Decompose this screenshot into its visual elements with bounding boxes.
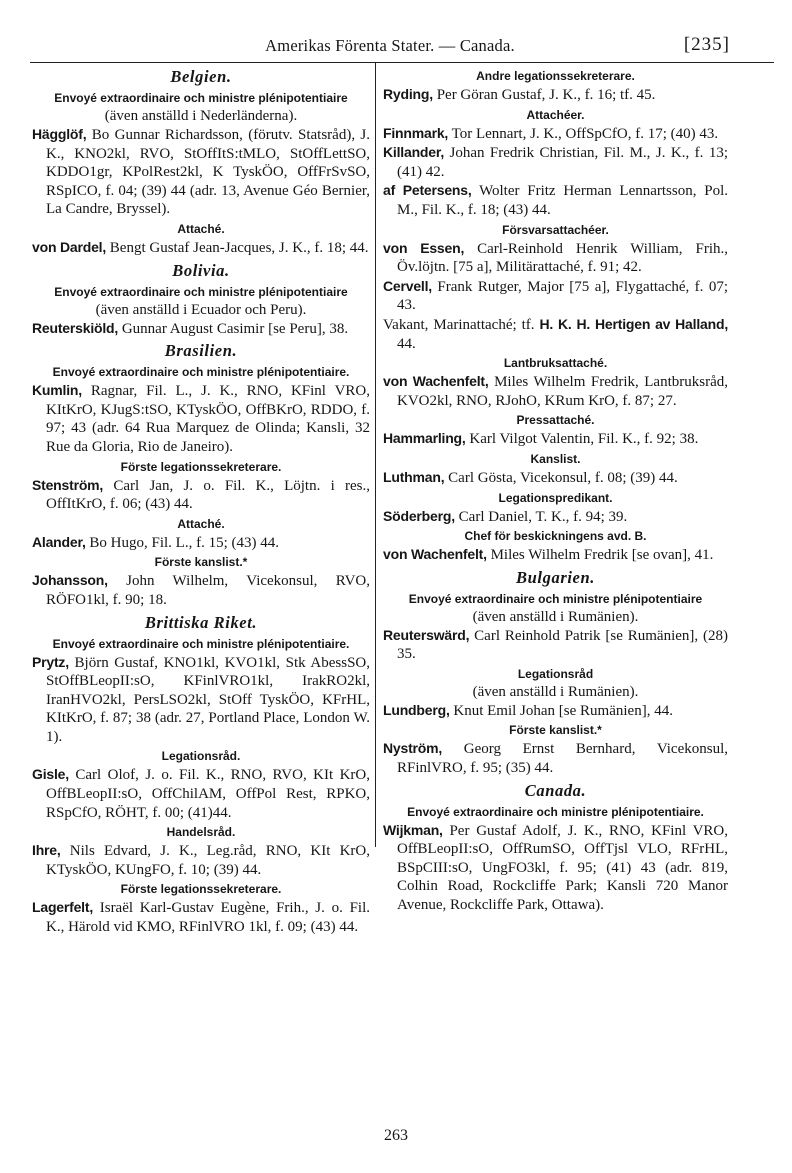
entry-killander (383, 143, 728, 181)
page-number: [235] (683, 34, 730, 55)
entry-text: Tor Lennart, J. K., OffSpCfO, f. 17; (40) 43. (451, 125, 719, 142)
rank-heading: Envoyé extraordinaire och ministre plénipotentiaire (54, 91, 348, 105)
entry-stenstrom (32, 476, 370, 514)
rank-heading: Legationspredikant. (498, 490, 613, 505)
entry-lagerfelt (32, 898, 370, 936)
entry-text: Wolter Fritz Herman Lennartsson, Pol. M., Fil. K., f. 18; (43) 44. (397, 183, 728, 218)
entry-cervell (383, 277, 728, 315)
entry-text: Miles Wilhelm Fredrik, Lantbruksråd, KVO2kl, RNO, RJohO, KRum KrO, f. 87; 27. (397, 374, 728, 409)
entry-reuterskiold (32, 319, 370, 339)
country-heading-belgien: Belgien. (170, 67, 232, 86)
entry-name: Lundberg, (383, 701, 450, 718)
entry-text: Miles Wilhelm Fredrik [se ovan], 41. (490, 547, 714, 564)
rank-heading: Förste kanslist.* (509, 723, 602, 738)
right-column (383, 66, 728, 915)
rank-heading: Förste legationssekreterare. (120, 459, 282, 474)
entry-name: Stenström, (32, 476, 104, 493)
running-head: Amerikas Förenta Stater. — Canada. (265, 36, 515, 55)
entry-text: Carl Gösta, Vicekonsul, f. 08; (39) 44. (448, 469, 678, 486)
entry-name: Reuterswärd, (383, 626, 470, 643)
entry-wachenfelt (383, 372, 728, 410)
note: (även anställd i Nederländerna). (104, 108, 298, 124)
entry-name: Cervell, (383, 277, 432, 294)
entry-luthman (383, 468, 728, 488)
country-heading-bulgarien: Bulgarien. (516, 567, 595, 587)
entry-petersens (383, 181, 728, 219)
rank-heading: Chef för beskickningens avd. B. (464, 529, 647, 544)
entry-ryding (383, 85, 728, 105)
entry-text: Carl Reinhold Patrik [se Rumänien], (28) 35. (397, 627, 728, 663)
entry-name: von Essen, (383, 239, 465, 256)
entry-alander (32, 533, 370, 553)
entry-name: Wijkman, (383, 821, 443, 838)
entry-name: Reuterskiöld, (32, 319, 119, 336)
entry-name: Gisle, (32, 766, 69, 783)
entry-name: Finnmark, (383, 124, 449, 141)
rank-heading: Lantbruksattaché. (503, 356, 608, 371)
rank-heading: Försvarsattachéer. (502, 222, 609, 237)
entry-text: Björn Gustaf, KNO1kl, KVO1kl, Stk AbessSO, StOffBLeopII:sO, KFinlVRO1kl, IrakRO2kl, IranHVO2kl, PersLSO2kl, StOff TyskÖO, KFrHL, KItKrO, f. 87; 38 (adr. 27, Portland Place, London W. 1). (46, 654, 370, 745)
entry-text: Per Gustaf Adolf, J. K., RNO, KFinl VRO, OffBLeopII:sO, OffRumSO, OffTjsl VLO, RFrHL, BSpCIII:sO, UngFO3kl, f. 95; (41) 43 (adr. 819, Colhin Road, Rockcliffe Park; Kansli 720 Manor Avenue, Rockcliffe Park, Ottawa). (397, 822, 728, 914)
folio: 263 (384, 1127, 408, 1144)
note: (även anställd i Rumänien). (472, 608, 639, 625)
entry-text: Ragnar, Fil. L., J. K., RNO, KFinl VRO, KItKrO, KJugS:tSO, KTyskÖO, OffBKrO, RDDO, f. 97; 43 (adr. 64 Rua Marquez de Olinda; Kansli, 32 Rue da Gloria, Rio de Janeiro). (46, 383, 370, 455)
entry-name: Söderberg, (383, 507, 455, 524)
entry-kumlin (32, 381, 370, 456)
entry-name: Ihre, (32, 842, 61, 859)
rank-heading: Attaché. (177, 516, 225, 531)
entry-text: Gunnar August Casimir [se Peru], 38. (121, 320, 349, 337)
country-heading-bolivia: Bolivia. (172, 260, 230, 280)
entry-text: John Wilhelm, Vicekonsul, RVO, RÖFO1kl, f. 90; 18. (46, 573, 370, 608)
entry-text: Carl Jan, J. o. Fil. K., Löjtn. i res., OffItKrO, f. 06; (43) 44. (46, 477, 371, 513)
entry-lundberg (383, 701, 728, 721)
rank-heading: Andre legationssekreterare. (476, 69, 635, 83)
entry-name: Hammarling, (383, 430, 466, 447)
entry-text: Per Göran Gustaf, J. K., f. 16; tf. 45. (436, 87, 656, 103)
entry-text: Bo Gunnar Richardsson, (förutv. Statsråd), J. K., KNO2kl, RVO, StOffItS:tMLO, StOffLettSO, KDDO1gr, KPolRest2kl, K TyskÖO, OffFrSvSO, RSpICO, f. 04; (39) 44 (adr. 13, Avenue Géo Bernier, La Candre, Bryssel). (46, 127, 371, 218)
entry-hammarling (383, 429, 728, 449)
country-heading-canada: Canada. (524, 780, 587, 800)
entry-name: Hägglöf, (32, 126, 87, 142)
entry-essen (383, 239, 728, 277)
rank-heading: Legationsråd (517, 666, 594, 681)
entry-name: Nyström, (383, 740, 443, 757)
entry-wijkman (383, 821, 728, 915)
entry-text: Johan Fredrik Christian, Fil. M., J. K., f. 13; (41) 42. (397, 145, 729, 180)
rank-heading: Handelsråd. (166, 825, 236, 840)
entry-dardel (32, 238, 370, 258)
entry-text: Karl Vilgot Valentin, Fil. K., f. 92; 38. (469, 431, 699, 448)
entry-name: Kumlin, (32, 382, 82, 399)
country-heading-brasilien: Brasilien. (164, 341, 238, 361)
entry-text: Bo Hugo, Fil. L., f. 15; (43) 44. (89, 534, 279, 551)
entry-text: Bengt Gustaf Jean-Jacques, J. K., f. 18; 44. (109, 239, 369, 256)
rank-heading: Envoyé extraordinaire och ministre plénipotentiaire. (407, 804, 704, 819)
entry-text: 44. (397, 335, 416, 352)
entry-prytz (32, 653, 370, 747)
entry-text: Nils Edvard, J. K., Leg.råd, RNO, KIt KrO, KTyskÖO, KUngFO, f. 10; (39) 44. (46, 843, 370, 878)
entry-name: Alander, (32, 533, 86, 550)
entry-vakant (383, 315, 728, 353)
note: (även anställd i Ecuador och Peru). (95, 301, 307, 318)
rank-heading: Förste kanslist.* (154, 555, 248, 570)
entry-name: Lagerfelt, (32, 899, 94, 916)
entry-text: Carl Daniel, T. K., f. 94; 39. (458, 508, 628, 525)
entry-wachenfelt-2 (383, 545, 728, 565)
entry-finnmark (383, 124, 728, 144)
rank-heading: Attachéer. (526, 107, 585, 122)
rank-heading: Envoyé extraordinaire och ministre plénipotentiaire (408, 591, 703, 606)
entry-name: von Wachenfelt, (383, 373, 489, 390)
rank-heading: Förste legationssekreterare. (120, 882, 282, 897)
rank-heading: Attaché. (177, 221, 225, 236)
entry-name: af Petersens, (383, 182, 472, 199)
entry-name: Killander, (383, 144, 445, 161)
entry-text: Vakant, Marinattaché; tf. (383, 316, 535, 333)
entry-name: von Wachenfelt, (383, 546, 487, 563)
entry-text: Israël Karl-Gustav Eugène, Frih., J. o. Fil. K., Härold vid KMO, RFinlVRO 1kl, f. 09; (43) 44. (46, 900, 370, 936)
rank-heading: Envoyé extraordinaire och ministre plénipotentiaire. (52, 365, 350, 380)
column-divider (375, 62, 376, 847)
entry-johansson (32, 571, 370, 609)
rank-heading: Envoyé extraordinaire och ministre plénipotentiaire. (52, 636, 350, 651)
entry-hagglof (32, 125, 370, 219)
entry-text: Georg Ernst Bernhard, Vicekonsul, RFinlVRO, f. 95; (35) 44. (397, 741, 728, 777)
left-column (32, 66, 370, 937)
rank-heading: Pressattaché. (516, 413, 595, 428)
rank-heading: Envoyé extraordinaire och ministre plénipotentiaire (54, 284, 348, 299)
header-rule (30, 62, 774, 63)
rank-heading: Legationsråd. (161, 749, 241, 764)
entry-name: Prytz, (32, 653, 69, 670)
entry-name: Johansson, (32, 572, 108, 589)
entry-text: Knut Emil Johan [se Rumänien], 44. (453, 702, 673, 719)
entry-name: Ryding, (383, 86, 433, 102)
country-heading-brittiska: Brittiska Riket. (144, 612, 258, 632)
entry-text: Carl Olof, J. o. Fil. K., RNO, RVO, KIt KrO, OffBLeopII:sO, OffChilAM, OffPol Rest, RPKO, RSpCfO, RÖHT, f. 00; (41)44. (46, 767, 370, 821)
entry-soderberg (383, 507, 728, 527)
entry-gisle (32, 765, 370, 822)
note: (även anställd i Rumänien). (472, 683, 639, 700)
entry-reutersward (383, 626, 728, 664)
rank-heading: Kanslist. (530, 451, 581, 466)
entry-nystrom (383, 739, 728, 777)
entry-name: Luthman, (383, 468, 445, 485)
entry-text: Frank Rutger, Major [75 a], Flygattaché, f. 07; 43. (397, 278, 728, 314)
entry-ihre (32, 841, 370, 879)
entry-text: Carl-Reinhold Henrik William, Frih., Öv.löjtn. [75 a], Militärattaché, f. 91; 42. (397, 240, 729, 276)
entry-name: H. K. H. Hertigen av Halland, (539, 315, 729, 332)
entry-name: von Dardel, (32, 238, 107, 255)
